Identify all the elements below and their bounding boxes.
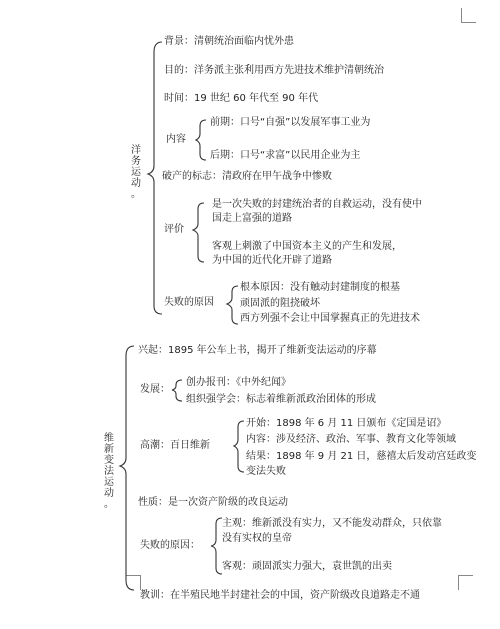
yangwu-time: 时间：19 世纪 60 年代至 90 年代 [164,93,319,104]
brace-climax [234,421,244,472]
yangwu-reasons-label: 失败的原因 [164,297,214,308]
yangwu-content-early: 前期：口号“自强”以发展军事工业为 [210,117,371,128]
weixin-subjective-a: 主观：维新派没有实力，又不能发动群众，只依靠 [222,518,442,529]
yangwu-evaluation-2b: 为中国的近代化开辟了道路 [212,255,332,266]
yangwu-background: 背景：清朝统治面临内忧外患 [164,36,294,47]
brace-development [172,380,182,401]
brace-failure [211,518,222,574]
weixin-development-2: 组织强学会：标志着维新派政治团体的形成 [186,394,376,405]
brace-reasons [227,286,238,324]
weixin-lesson: 教训：在半殖民地半封建社会的中国，资产阶级改良道路走不通 [140,590,420,601]
yangwu-title: 洋 务 运 动 。 [131,145,141,200]
yangwu-purpose: 目的：洋务派主张利用西方先进技术维护清朝统治 [164,65,384,76]
weixin-title: 维 新 变 法 运 动 。 [104,433,114,510]
yangwu-content-late: 后期：口号“求富”以民用企业为主 [210,150,361,161]
brace-yangwu [148,42,162,314]
weixin-subjective-b: 没有实权的皇帝 [222,533,292,544]
yangwu-reason-3: 西方列强不会让中国掌握真正的先进技术 [240,313,420,324]
yangwu-evaluation-2a: 客观上刺激了中国资本主义的产生和发展， [212,241,402,252]
yangwu-failure-mark: 破产的标志：清政府在甲午战争中惨败 [162,171,332,182]
yangwu-evaluation-label: 评价 [164,224,184,235]
weixin-reasons-label: 失败的原因： [140,540,200,551]
weixin-climax-start: 开始：1898 年 6 月 11 日颁布《定国是诏》 [246,418,447,429]
weixin-development-1: 创办报刊：《中外纪闻》 [186,377,291,388]
yangwu-reason-1: 根本原因：没有触动封建制度的根基 [240,282,400,293]
yangwu-content-label: 内容 [166,134,186,145]
weixin-climax-result-b: 变法失败 [246,466,286,477]
weixin-objective: 客观：顽固派实力强大，袁世凯的出卖 [222,561,392,572]
weixin-climax-result-a: 结果：1898 年 9 月 21 日，慈禧太后发动宫廷政变 [246,451,477,462]
yangwu-reason-2: 顽固派的阻挠破坏 [240,298,320,309]
brace-weixin [120,346,134,590]
weixin-nature: 性质：是一次资产阶级的改良运动 [138,497,288,508]
weixin-climax-label: 高潮：百日维新 [140,440,210,451]
weixin-development-label: 发展： [140,384,170,395]
yangwu-evaluation-1a: 是一次失败的封建统治者的自救运动，没有使中 [212,199,422,210]
brace-evaluation [193,203,204,262]
yangwu-evaluation-1b: 国走上富强的道路 [212,213,292,224]
weixin-rise: 兴起：1895 年公车上书，揭开了维新变法运动的序幕 [138,345,377,356]
weixin-climax-content: 内容：涉及经济、政治、军事、教育文化等领域 [246,434,456,445]
brace-content [196,120,206,160]
